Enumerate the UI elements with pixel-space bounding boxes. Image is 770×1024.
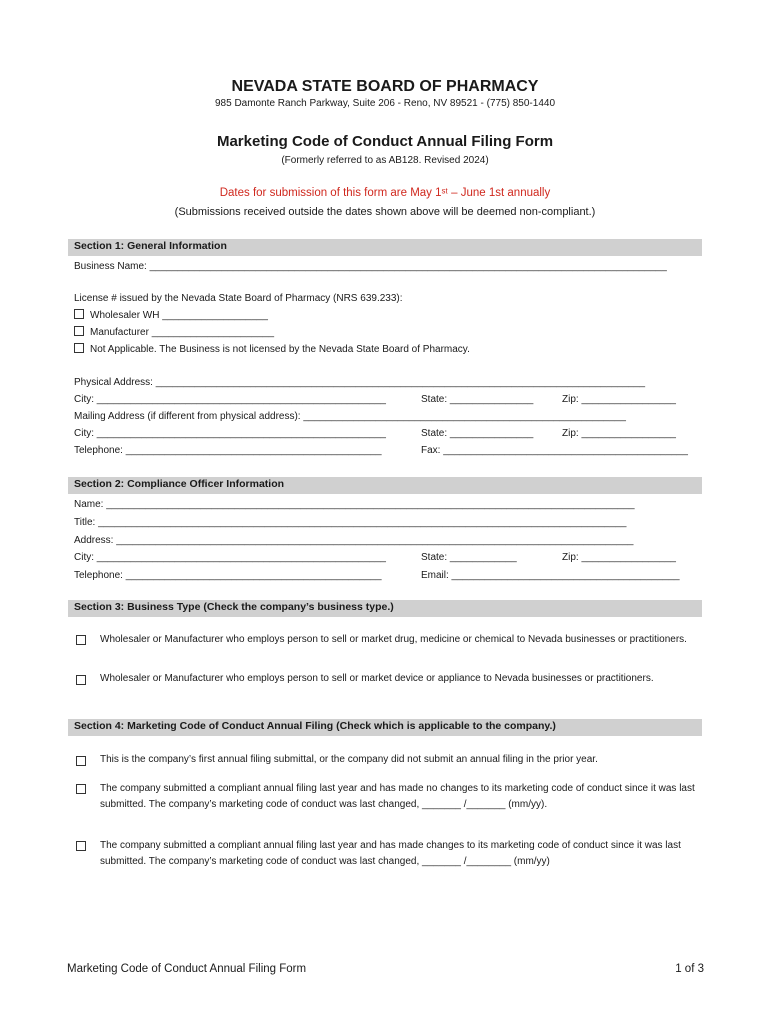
- not-applicable-checkbox[interactable]: [74, 343, 84, 353]
- org-address: 985 Damonte Ranch Parkway, Suite 206 - Reno, NV 89521 - (775) 850-1440: [214, 98, 555, 109]
- wholesaler-option[interactable]: [74, 309, 268, 321]
- officer-name-field[interactable]: Name: _______________________________________________________________________________________________: [74, 499, 635, 510]
- business-type-drug-label: Wholesaler or Manufacturer who employs person to sell or market drug, medicine or chemical to Nevada businesses or practitioners.: [100, 634, 687, 645]
- filing-no-changes-checkbox[interactable]: [76, 784, 86, 794]
- zip-field-2[interactable]: Zip: _________________: [562, 428, 676, 439]
- section-4-title: Section 4: Marketing Code of Conduct Annual Filing (Check which is applicable to the company.): [74, 720, 556, 732]
- wholesaler-checkbox[interactable]: [74, 309, 84, 319]
- not-applicable-option[interactable]: [74, 343, 470, 355]
- section-1-title: Section 1: General Information: [74, 240, 227, 252]
- dates-notice: Dates for submission of this form are May 1ˢᵗ – June 1st annually: [219, 187, 551, 199]
- filing-first-checkbox[interactable]: [76, 756, 86, 766]
- filing-changes-label: The company submitted a compliant annual filing last year and has made changes to its marketing code of conduct since it was last submitted. The company’s marketing code of conduct was last changed, _______ /________ (mm/yy): [100, 840, 681, 867]
- section-2-header: [68, 477, 702, 494]
- filing-first-label: This is the company’s first annual filing submittal, or the company did not submit an annual filing in the prior year.: [100, 754, 598, 765]
- business-type-drug-checkbox[interactable]: [76, 635, 86, 645]
- officer-state-field[interactable]: State: ____________: [421, 552, 517, 563]
- section-1-header: [68, 239, 702, 256]
- section-3-header: [68, 600, 702, 617]
- org-title: NEVADA STATE BOARD OF PHARMACY: [231, 78, 539, 95]
- license-label: License # issued by the Nevada State Board of Pharmacy (NRS 639.233):: [74, 293, 403, 304]
- footer-page-number: 1 of 3: [675, 963, 704, 975]
- manufacturer-option[interactable]: [74, 326, 274, 338]
- form-title: Marketing Code of Conduct Annual Filing Form: [216, 133, 554, 150]
- physical-address-field[interactable]: Physical Address: ________________________________________________________________________________________: [74, 377, 646, 388]
- filing-changes-checkbox[interactable]: [76, 841, 86, 851]
- form-subtitle: (Formerly referred to as AB128. Revised 2024): [281, 155, 489, 166]
- section-3-title: Section 3: Business Type (Check the company’s business type.): [74, 601, 394, 613]
- filing-no-changes-label: The company submitted a compliant annual filing last year and has made no changes to its marketing code of conduct since it was last submitted. The company’s marketing code of conduct was last changed, _______ /_______ (mm/yy).: [100, 783, 695, 810]
- manufacturer-label: Manufacturer ______________________: [90, 327, 275, 338]
- business-type-device-checkbox[interactable]: [76, 675, 86, 685]
- fax-field[interactable]: Fax: ____________________________________________: [421, 445, 688, 456]
- city-field-1[interactable]: City: ____________________________________________________: [74, 394, 386, 405]
- compliance-note: (Submissions received outside the dates shown above will be deemed non-compliant.): [174, 206, 596, 218]
- not-applicable-label: Not Applicable. The Business is not licensed by the Nevada State Board of Pharmacy.: [90, 344, 470, 355]
- officer-email-field[interactable]: Email: _________________________________________: [421, 570, 680, 581]
- manufacturer-checkbox[interactable]: [74, 326, 84, 336]
- business-name-field[interactable]: Business Name: _____________________________________________________________________________________________: [74, 261, 667, 272]
- mailing-address-field[interactable]: Mailing Address (if different from physical address): __________________________________________________________: [74, 411, 626, 422]
- officer-address-field[interactable]: Address: _____________________________________________________________________________________________: [74, 535, 634, 546]
- wholesaler-label: Wholesaler WH ___________________: [90, 310, 268, 321]
- state-field-1[interactable]: State: _______________: [421, 394, 534, 405]
- officer-title-field[interactable]: Title: _______________________________________________________________________________________________: [74, 517, 627, 528]
- telephone-field-1[interactable]: Telephone: ______________________________________________: [74, 445, 382, 456]
- state-field-2[interactable]: State: _______________: [421, 428, 534, 439]
- officer-city-field[interactable]: City: ____________________________________________________: [74, 552, 386, 563]
- officer-telephone-field[interactable]: Telephone: ______________________________________________: [74, 570, 382, 581]
- zip-field-1[interactable]: Zip: _________________: [562, 394, 676, 405]
- business-type-device-label: Wholesaler or Manufacturer who employs person to sell or market device or appliance to Nevada businesses or practitioners.: [100, 673, 654, 684]
- section-4-header: [68, 719, 702, 736]
- city-field-2[interactable]: City: ____________________________________________________: [74, 428, 386, 439]
- footer-form-name: Marketing Code of Conduct Annual Filing Form: [67, 963, 307, 975]
- section-2-title: Section 2: Compliance Officer Information: [74, 478, 285, 490]
- officer-zip-field[interactable]: Zip: _________________: [562, 552, 676, 563]
